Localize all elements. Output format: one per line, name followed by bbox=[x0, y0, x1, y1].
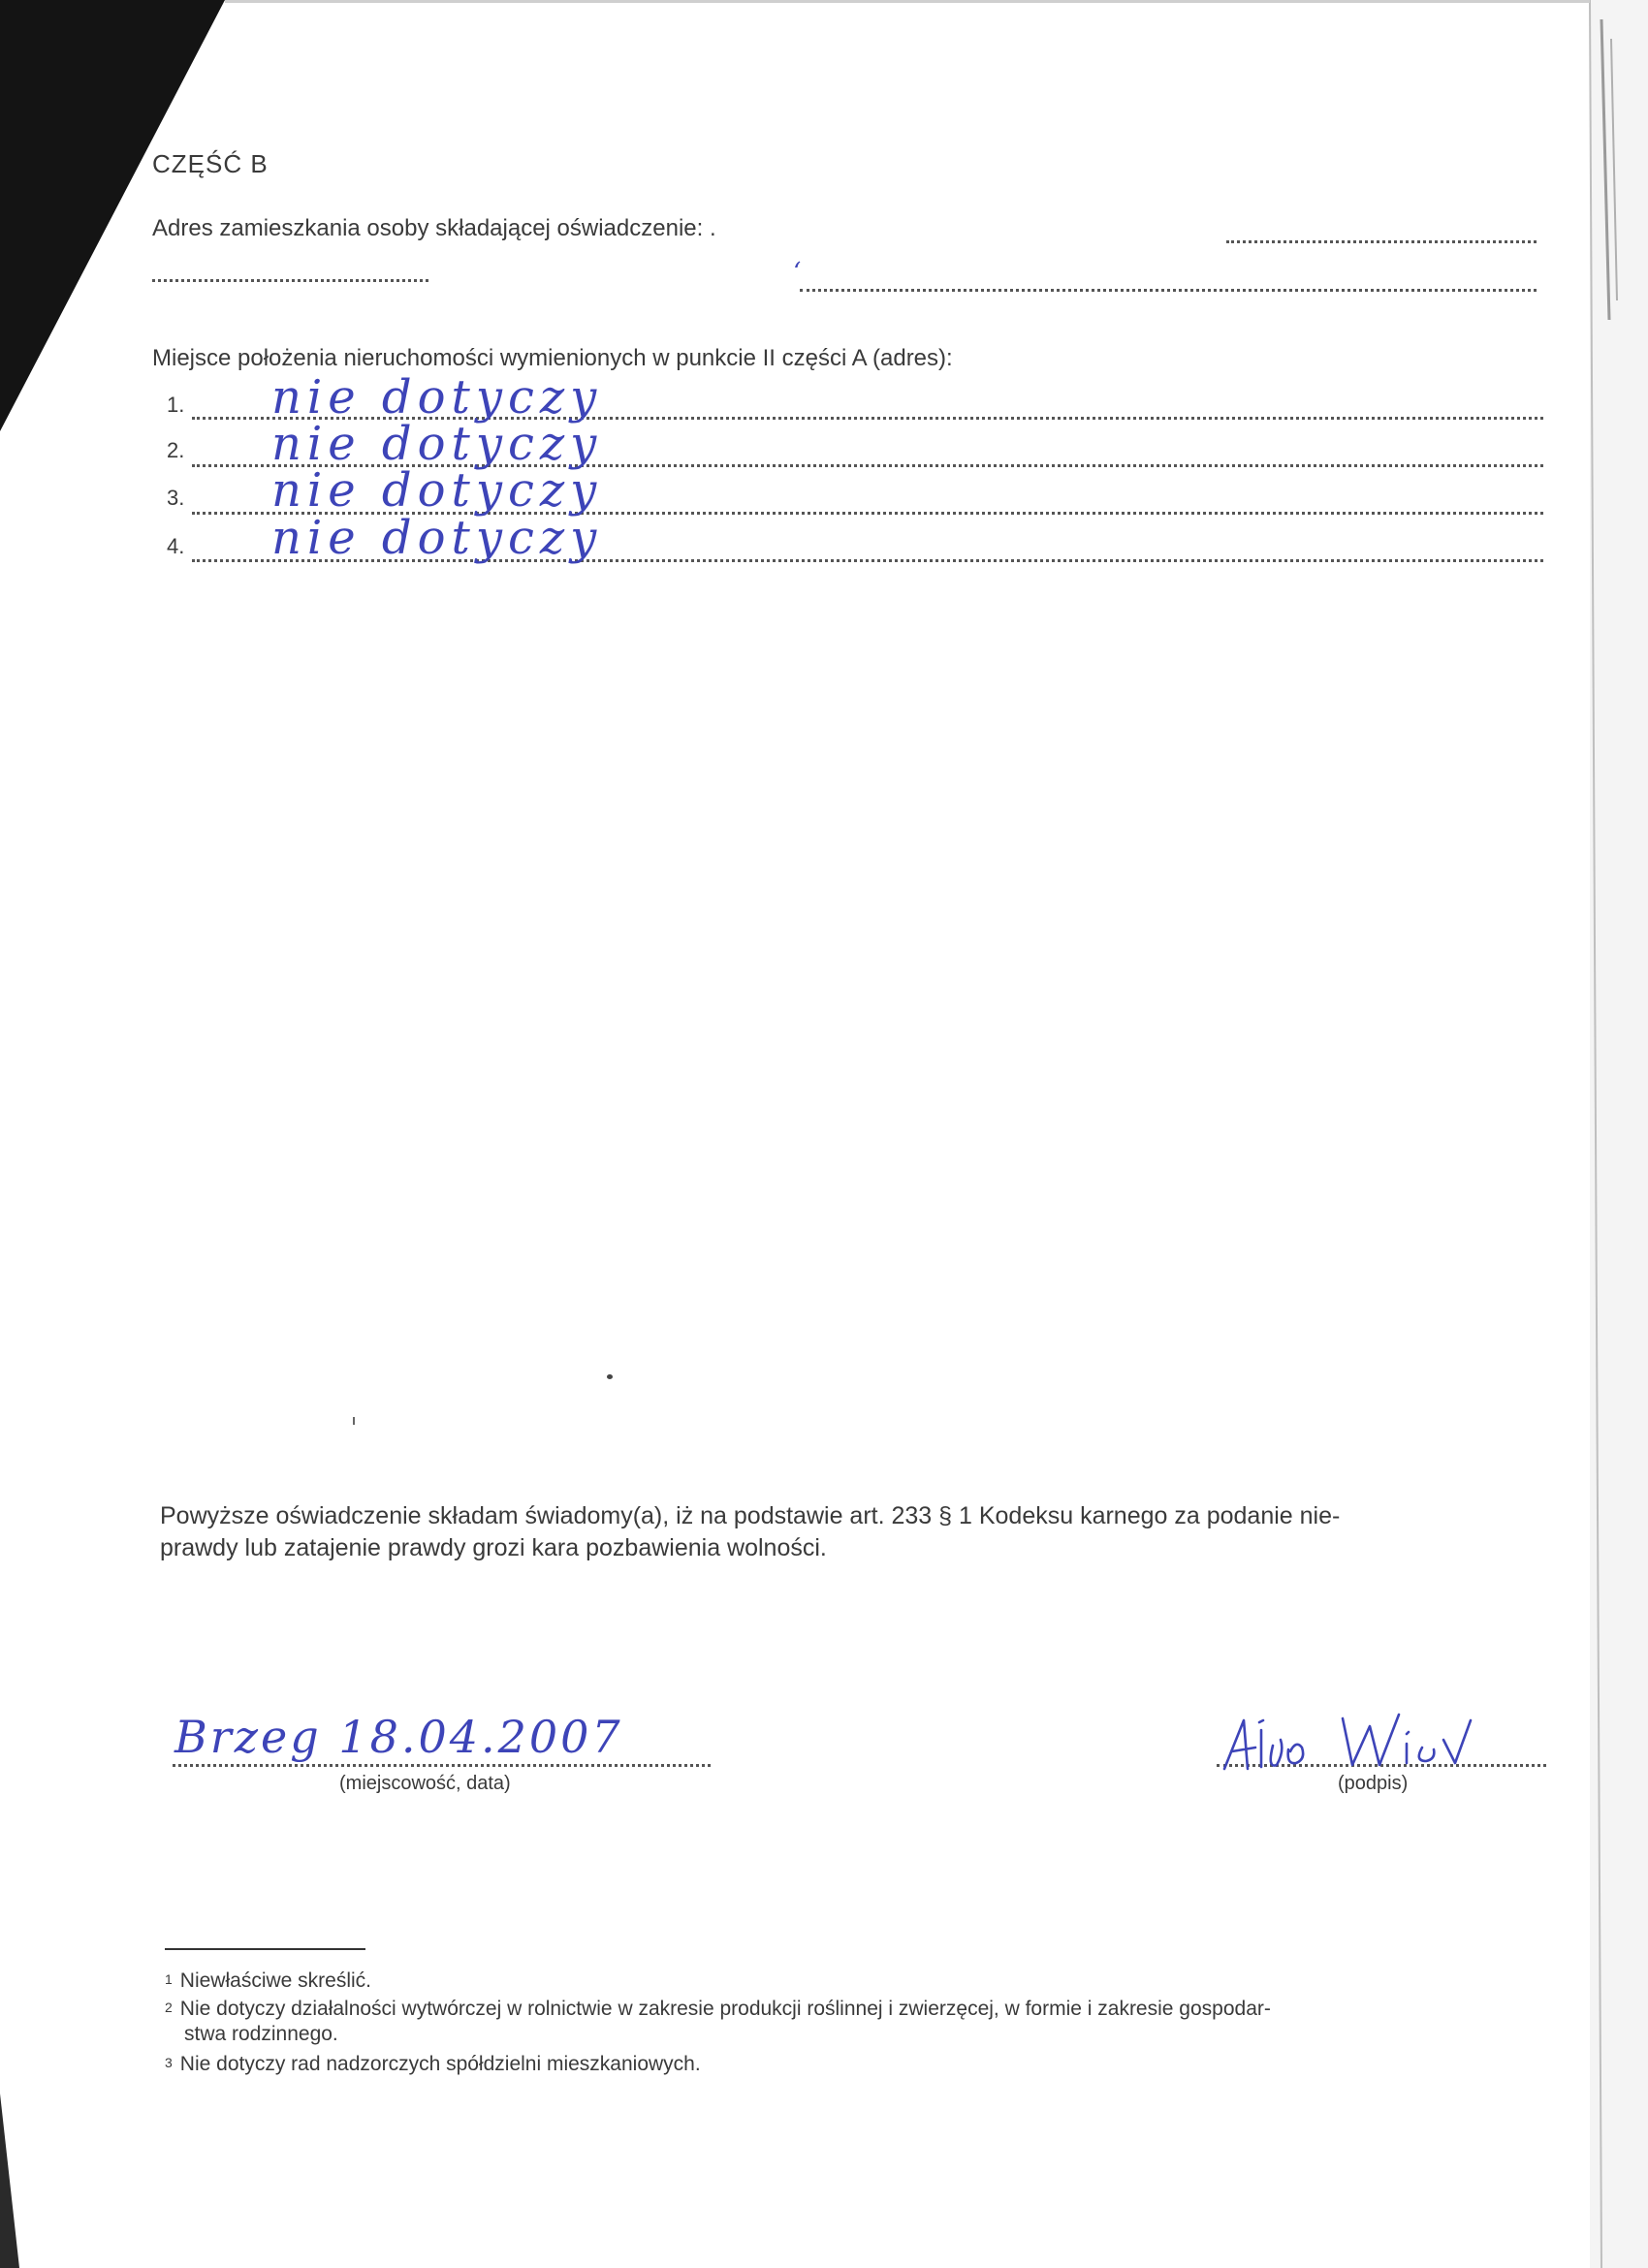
section-title: CZĘŚĆ B bbox=[152, 149, 269, 178]
address-label: Adres zamieszkania osoby składającej oświadczenie: . bbox=[152, 215, 716, 241]
address-field-line-2[interactable] bbox=[152, 279, 428, 282]
handwritten-not-applicable: nie dotyczy bbox=[271, 463, 603, 518]
statement-line-2: prawdy lub zatajenie prawdy grozi kara pozbawienia wolności. bbox=[160, 1534, 827, 1561]
footnote-mark: 2 bbox=[165, 2000, 173, 2015]
footnote-text-continued: stwa rodzinnego. bbox=[184, 2023, 338, 2045]
statement-text bbox=[160, 1500, 1340, 1564]
handwritten-not-applicable: nie dotyczy bbox=[271, 370, 603, 425]
stray-pen-mark: ʻ bbox=[793, 258, 802, 287]
footnote-divider bbox=[165, 1948, 365, 1950]
footnote-3 bbox=[165, 2052, 701, 2077]
place-date-caption: (miejscowość, data) bbox=[339, 1773, 511, 1794]
footnote-text: Nie dotyczy działalności wytwórczej w rolnictwie w zakresie produkcji roślinnej i zwierzęcej, w formie i zakresie gospodar- bbox=[179, 1998, 1271, 2020]
statement-line-1: Powyższe oświadczenie składam świadomy(a), iż na podstawie art. 233 § 1 Kodeksu karnego za podanie nie- bbox=[160, 1502, 1341, 1529]
scan-speck bbox=[607, 1374, 613, 1379]
handwritten-not-applicable: nie dotyczy bbox=[271, 417, 603, 471]
property-item-number: 1. bbox=[167, 393, 185, 417]
footnote-1 bbox=[165, 1969, 371, 1994]
address-field-line-1[interactable] bbox=[1226, 240, 1537, 243]
property-location-label: Miejsce położenia nieruchomości wymienionych w punkcie II części A (adres): bbox=[152, 345, 953, 371]
footnote-mark: 3 bbox=[165, 2055, 173, 2070]
footnote-text: Nie dotyczy rad nadzorczych spółdzielni mieszkaniowych. bbox=[179, 2053, 701, 2075]
address-field-line-3[interactable] bbox=[800, 289, 1537, 292]
handwritten-signature bbox=[1217, 1701, 1546, 1779]
property-item-number: 4. bbox=[167, 534, 185, 558]
footnote-text: Niewłaściwe skreślić. bbox=[179, 1969, 371, 1992]
handwritten-place-date: Brzeg 18.04.2007 bbox=[174, 1711, 623, 1763]
footnote-mark: 1 bbox=[165, 1971, 173, 1987]
footnote-2 bbox=[165, 1997, 1271, 2047]
signature-caption: (podpis) bbox=[1338, 1773, 1409, 1794]
scan-speck bbox=[353, 1417, 355, 1425]
handwritten-not-applicable: nie dotyczy bbox=[271, 511, 603, 565]
property-item-number: 2. bbox=[167, 438, 185, 462]
place-date-field[interactable] bbox=[173, 1764, 711, 1767]
property-item-number: 3. bbox=[167, 486, 185, 510]
